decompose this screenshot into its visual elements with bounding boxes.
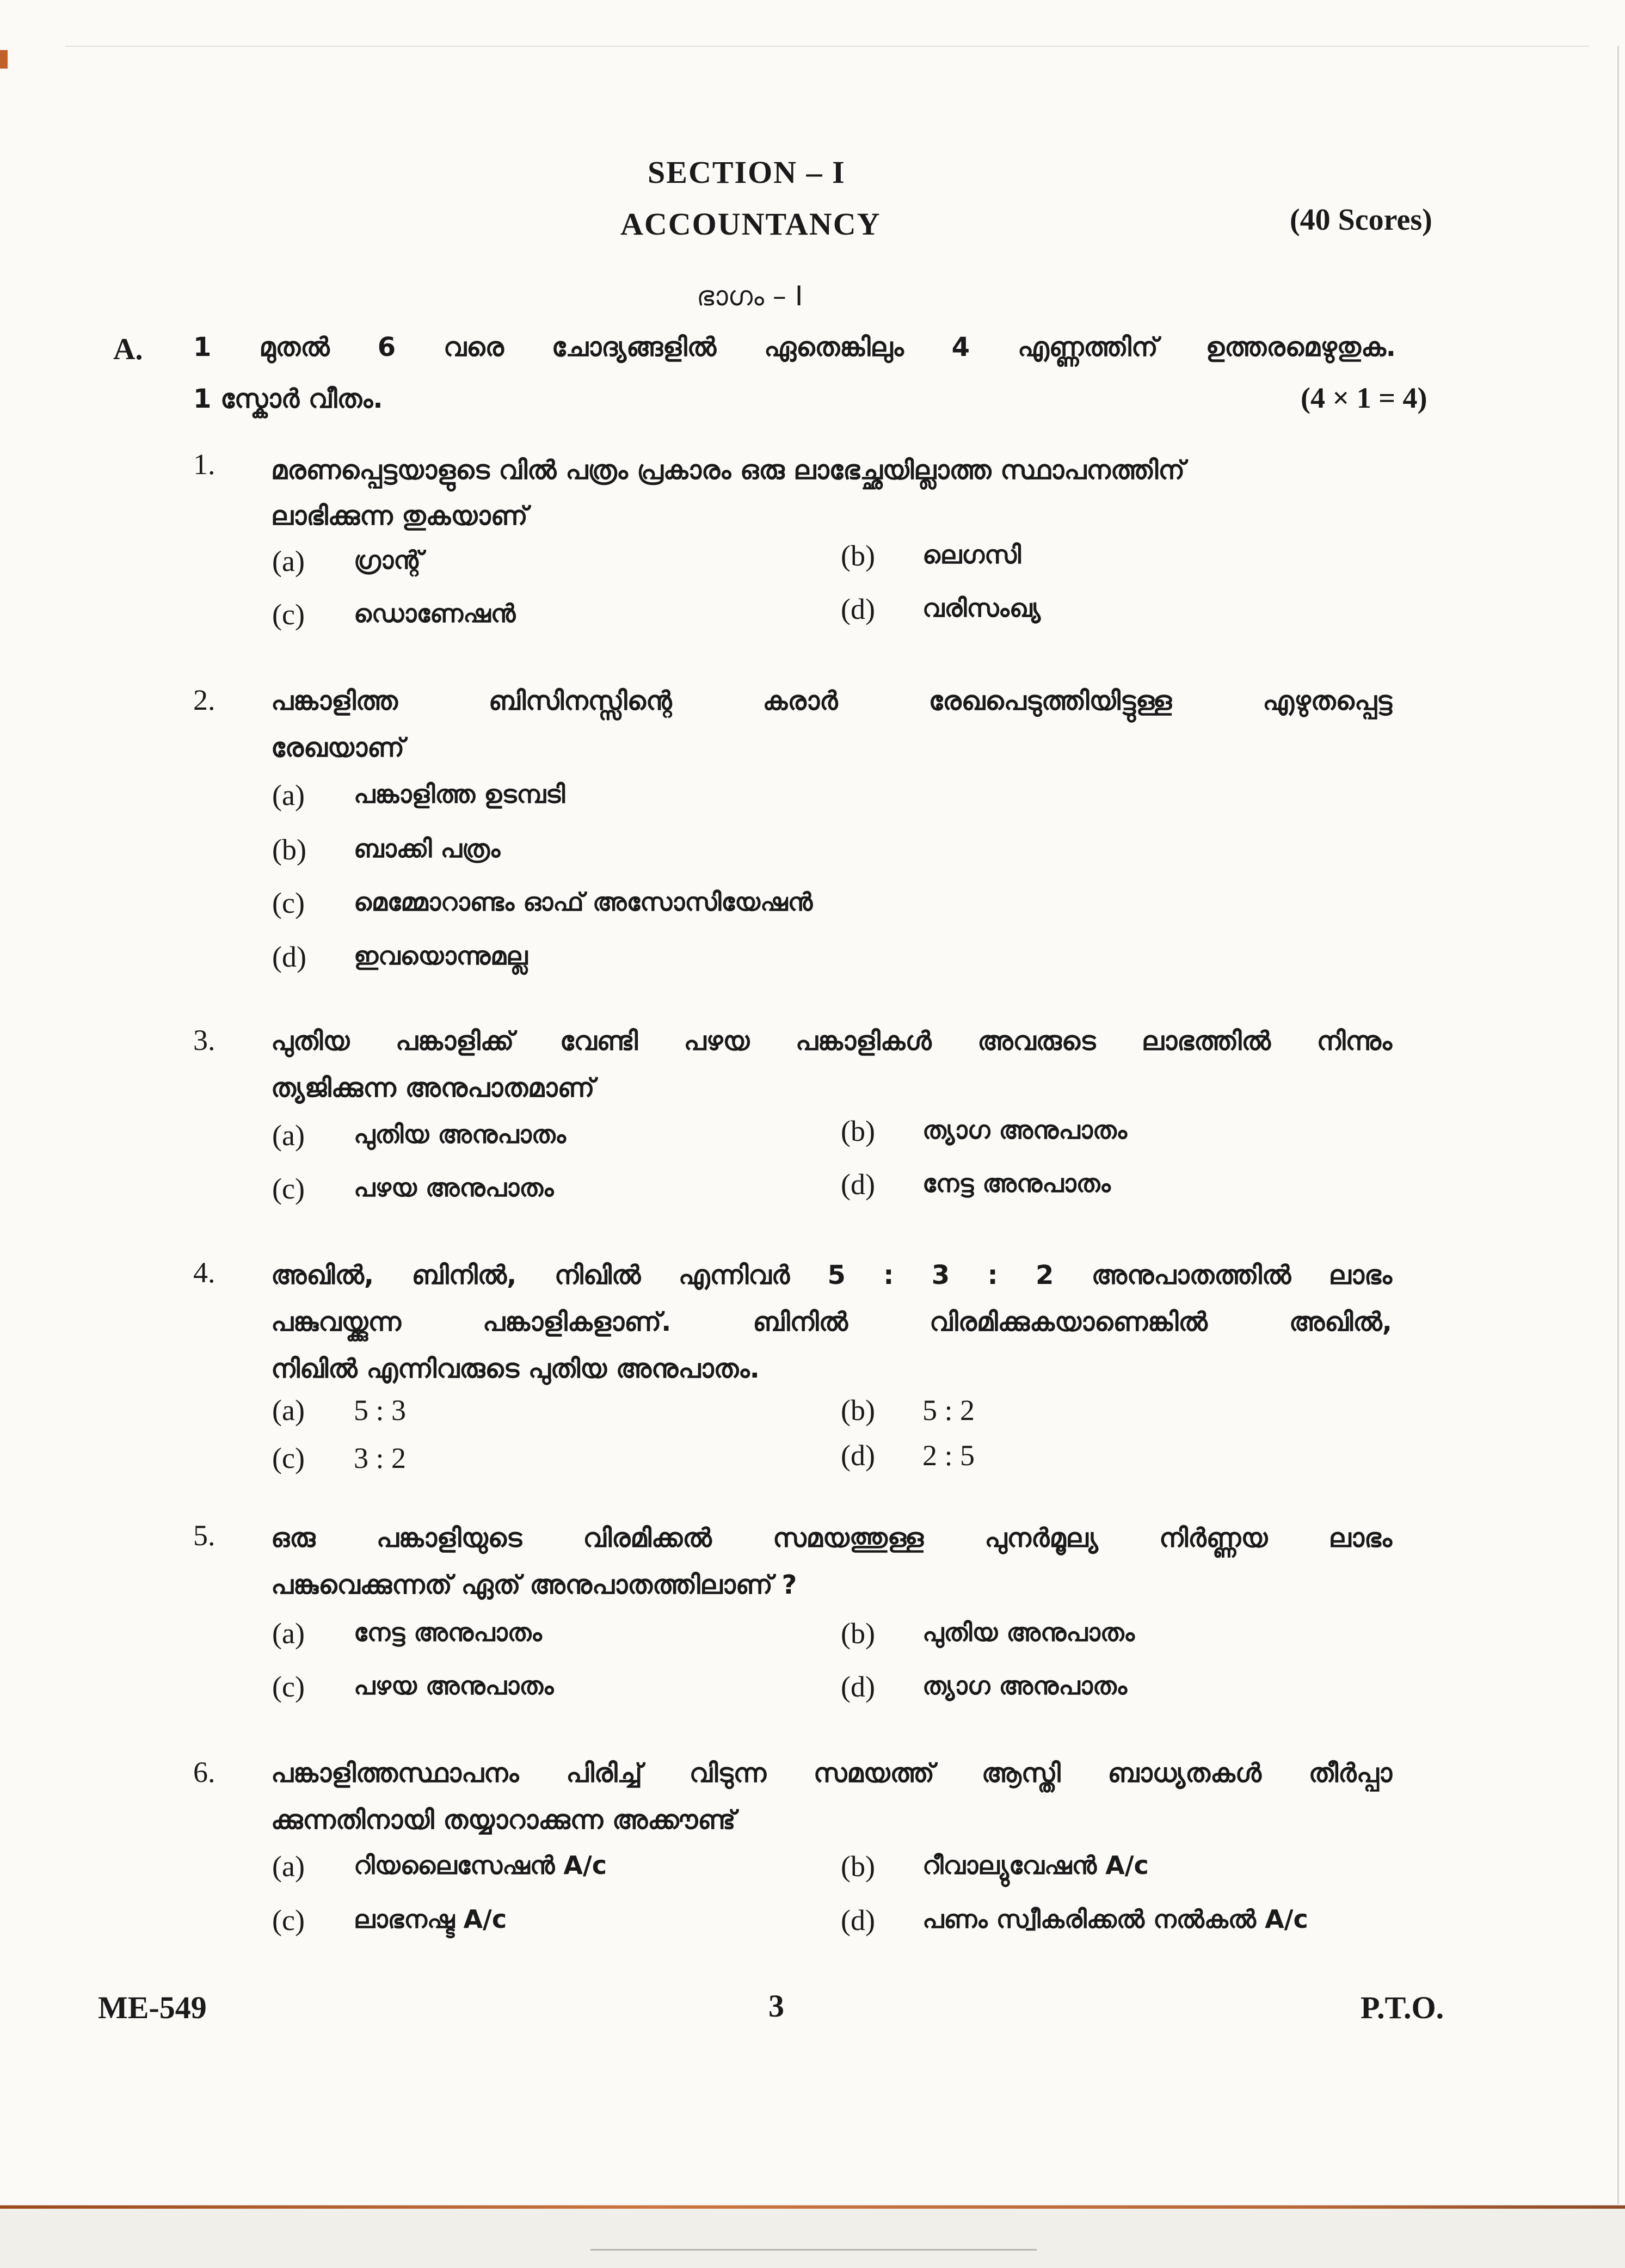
total-scores: (40 Scores) bbox=[1290, 203, 1432, 237]
binding-mark bbox=[0, 50, 8, 69]
question-number: 2. bbox=[193, 684, 216, 716]
question-line: ക്കുന്നതിനായി തയ്യാറാക്കുന്ന അക്കൗണ്ട് bbox=[271, 1805, 736, 1835]
option-text: ത്യാഗ അനുപാതം bbox=[922, 1115, 1128, 1145]
question-line: പങ്കുവെക്കുന്നത് ഏത് അനുപാതത്തിലാണ് ? bbox=[271, 1570, 797, 1600]
question-number: 5. bbox=[193, 1519, 216, 1552]
question-line: ലാഭിക്കുന്ന തുകയാണ് bbox=[271, 501, 528, 531]
option-label: (a) bbox=[272, 779, 305, 812]
option-label: (b) bbox=[841, 1394, 875, 1427]
option-label: (a) bbox=[272, 1850, 305, 1883]
option-label: (b) bbox=[841, 539, 875, 572]
option-text: പഴയ അനുപാതം bbox=[354, 1173, 554, 1202]
option-text: നേട്ട അനുപാതം bbox=[922, 1169, 1111, 1198]
option-text: പുതിയ അനുപാതം bbox=[922, 1618, 1135, 1647]
option-text: ഗ്രാന്റ് bbox=[354, 545, 423, 575]
option-text: മെമ്മോറാണ്ടം ഓഫ് അസോസിയേഷൻ bbox=[354, 887, 813, 917]
question-line: പങ്കാളിത്ത ബിസിനസ്സിന്റെ കരാർ രേഖപെടുത്തിയിട്ടുള്ള എഴുതപ്പെട്ട bbox=[271, 686, 1392, 716]
subject-title: ACCOUNTANCY bbox=[620, 206, 881, 242]
option-label: (c) bbox=[272, 1904, 305, 1937]
option-text: പണം സ്വീകരിക്കൽ നൽകൽ A/c bbox=[922, 1904, 1308, 1934]
question-line: ഒരു പങ്കാളിയുടെ വിരമിക്കൽ സമയത്തുള്ള പുനർമൂല്യ നിർണ്ണയ ലാഭം bbox=[271, 1523, 1392, 1553]
option-label: (b) bbox=[841, 1617, 875, 1650]
question-number: 6. bbox=[193, 1756, 216, 1788]
section-title: SECTION – I bbox=[648, 155, 846, 190]
page-right-edge bbox=[1617, 46, 1619, 2212]
option-text: പുതിയ അനുപാതം bbox=[354, 1120, 566, 1149]
option-label: (b) bbox=[272, 833, 306, 866]
option-text: പങ്കാളിത്ത ഉടമ്പടി bbox=[354, 779, 565, 809]
option-label: (d) bbox=[841, 1904, 875, 1937]
instruction-marks: (4 × 1 = 4) bbox=[1301, 382, 1427, 414]
question-line: പുതിയ പങ്കാളിക്ക് വേണ്ടി പഴയ പങ്കാളികൾ അവരുടെ ലാഭത്തിൽ നിന്നും bbox=[271, 1026, 1392, 1056]
question-text bbox=[271, 1252, 1392, 1392]
question-number: 4. bbox=[193, 1256, 216, 1289]
part-title: ഭാഗം – I bbox=[697, 280, 803, 312]
question-line: മരണപ്പെട്ടയാളുടെ വിൽ പത്രം പ്രകാരം ഒരു ലാഭേച്ഛയില്ലാത്ത സ്ഥാപനത്തിന് bbox=[271, 455, 1185, 485]
option-label: (d) bbox=[841, 1439, 875, 1472]
option-label: (b) bbox=[841, 1115, 875, 1147]
please-turn-over: P.T.O. bbox=[1361, 1990, 1444, 2025]
question-line: രേഖയാണ് bbox=[271, 733, 405, 763]
option-text: ലെഗസി bbox=[922, 540, 1021, 569]
bottom-rule bbox=[590, 2249, 1037, 2251]
option-label: (c) bbox=[272, 1442, 305, 1474]
option-text: 5 : 3 bbox=[354, 1394, 407, 1427]
option-label: (c) bbox=[272, 887, 305, 919]
option-text: 2 : 5 bbox=[922, 1439, 975, 1472]
question-text bbox=[271, 1750, 1392, 1843]
option-text: പഴയ അനുപാതം bbox=[354, 1671, 554, 1700]
option-label: (a) bbox=[272, 545, 305, 577]
question-line: നിഖിൽ എന്നിവരുടെ പുതിയ അനുപാതം. bbox=[271, 1354, 760, 1384]
option-text: 3 : 2 bbox=[354, 1442, 407, 1474]
page-bottom-edge bbox=[0, 2205, 1625, 2209]
option-label: (c) bbox=[272, 1172, 305, 1205]
question-text bbox=[271, 1018, 1392, 1111]
question-text bbox=[271, 678, 1392, 771]
option-label: (d) bbox=[841, 1670, 875, 1703]
paper-code: ME-549 bbox=[98, 1990, 207, 2025]
page-number: 3 bbox=[768, 1988, 784, 2024]
option-label: (d) bbox=[272, 941, 306, 973]
option-label: (d) bbox=[841, 593, 875, 625]
page-bottom-area bbox=[0, 2204, 1625, 2268]
option-label: (d) bbox=[841, 1168, 875, 1201]
question-line: ത്യജിക്കുന്ന അനുപാതമാണ് bbox=[271, 1073, 595, 1103]
instruction-score-note: 1 സ്കോർ വീതം. bbox=[193, 384, 383, 414]
option-text: 5 : 2 bbox=[922, 1394, 975, 1427]
option-text: ഇവയൊന്നുമല്ല bbox=[354, 941, 528, 970]
page-top-edge bbox=[65, 46, 1589, 47]
question-text bbox=[271, 447, 1392, 539]
question-text bbox=[271, 1515, 1392, 1608]
instruction-letter: A. bbox=[113, 333, 143, 366]
option-text: ബാക്കി പത്രം bbox=[354, 834, 501, 863]
option-label: (a) bbox=[272, 1617, 305, 1650]
question-number: 1. bbox=[193, 448, 216, 481]
option-label: (a) bbox=[272, 1394, 305, 1427]
option-text: റിയലൈസേഷൻ A/c bbox=[354, 1851, 607, 1880]
question-number: 3. bbox=[193, 1024, 216, 1056]
option-text: റീവാല്യുവേഷൻ A/c bbox=[922, 1851, 1149, 1880]
option-text: ഡൊണേഷൻ bbox=[354, 599, 516, 628]
option-label: (c) bbox=[272, 598, 305, 631]
option-label: (c) bbox=[272, 1670, 305, 1703]
option-text: ലാഭനഷ്ട A/c bbox=[354, 1904, 507, 1934]
option-text: നേട്ട അനുപാതം bbox=[354, 1618, 542, 1647]
option-label: (b) bbox=[841, 1850, 875, 1883]
instruction-text: 1 മുതൽ 6 വരെ ചോദ്യങ്ങളിൽ ഏതെങ്കിലും 4 എണ്ണത്തിന് ഉത്തരമെഴുതുക. bbox=[193, 332, 1396, 362]
option-text: ത്യാഗ അനുപാതം bbox=[922, 1671, 1128, 1700]
question-line: അഖിൽ, ബിനിൽ, നിഖിൽ എന്നിവർ 5 : 3 : 2 അനുപാതത്തിൽ ലാഭം bbox=[271, 1260, 1392, 1290]
option-label: (a) bbox=[272, 1119, 305, 1152]
option-text: വരിസംഖ്യ bbox=[922, 593, 1041, 623]
question-line: പങ്കാളിത്തസ്ഥാപനം പിരിച്ച് വിടുന്ന സമയത്ത് ആസ്തി ബാധ്യതകൾ തീർപ്പാ bbox=[271, 1758, 1392, 1788]
question-line: പങ്കുവയ്ക്കുന്ന പങ്കാളികളാണ്. ബിനിൽ വിരമിക്കുകയാണെങ്കിൽ അഖിൽ, bbox=[271, 1307, 1392, 1337]
